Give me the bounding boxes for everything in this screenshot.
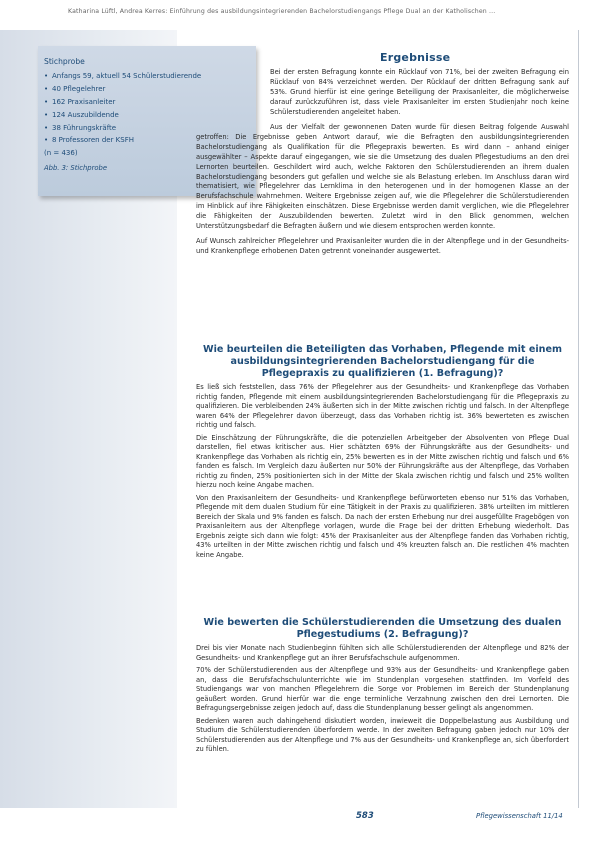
bullet-icon: •: [44, 71, 49, 80]
list-item: • 40 Pflegelehrer: [44, 83, 250, 96]
section-heading: Wie beurteilen die Beteiligten das Vorhaben, Pflegende mit einem ausbildungsintegrierenden Bachelorstudiengang für die Pflegepraxis zu qualifizieren (1. Befragung)?: [203, 344, 562, 379]
paragraph: Bedenken waren auch dahingehend diskutiert worden, inwieweit die Doppelbelastung aus Ausbildung und Studium die Schülerstudierenden überfordern werde. In der zweiten Befragung gaben jedoch nur 10% der Schülerstudierenden aus der Altenpflege und 7% aus der Gesundheits- und Krankenpflege an, sich überfordert zu fühlen.: [196, 716, 569, 753]
paragraph: Drei bis vier Monate nach Studienbeginn fühlten sich alle Schülerstudierenden der Altenpflege und 82% der Gesundheits- und Krankenpflege gut an ihrer Berufsfachschule aufgenommen.: [196, 644, 569, 662]
paragraph: Es ließ sich feststellen, dass 76% der Pflegelehrer aus der Gesundheits- und Krankenpflege das Vorhaben richtig fanden, Pflegende mit einem ausbildungsintegrierenden Bachelorstudiengang für die Pflegepraxis zu qualifizieren. Die verbleibenden 24% äußerten sich in der Mitte zwischen richtig und falsch. In der Altenpflege waren 64% der Pflegelehrer davon überzeugt, dass das Vorhaben richtig ist. 36% bewerteten es zwischen richtig und falsch.: [196, 383, 569, 429]
paragraph: Auf Wunsch zahlreicher Pflegelehrer und Praxisanleiter wurden die in der Altenpflege und in der Gesundheits- und Krankenpflege erhobenen Daten getrennt voneinander ausgewertet.: [196, 237, 569, 256]
list-item: • 38 Führungskräfte: [44, 122, 250, 135]
list-item: • 162 Praxisanleiter: [44, 96, 250, 109]
list-item: • 8 Professoren der KSFH: [44, 134, 250, 147]
journal-name: Pflegewissenschaft 11/14: [476, 812, 563, 820]
bullet-icon: •: [44, 110, 49, 119]
page-number: 583: [356, 811, 374, 821]
section-title: Ergebnisse: [380, 51, 451, 64]
list-item: • 124 Auszubildende: [44, 109, 250, 122]
intro-text: [196, 68, 569, 262]
section-heading: Wie bewerten die Schülerstudierenden die Umsetzung des dualen Pflegestudiums (2. Befragung)?: [203, 617, 562, 640]
list-item: • Anfangs 59, aktuell 54 Schülerstudierende: [44, 70, 250, 83]
paragraph: Aus der Vielfalt der gewonnenen Daten wurde für diesen Beitrag folgende Auswahl getroffen: Die Ergebnisse geben Antwort darauf, wie die Befragten den ausbildungsintegrierenden Bachelorstudiengang als Qualifikation für die Pflegepraxis bewerten. Es wird dann – anhand einiger ausgewählter – Aspekte darauf eingegangen, wie sie die Umsetzung des dualen Pflegestudiums an den drei Lernorten beurteilen. Geschildert wird auch, welche Faktoren den Schülerstudierenden an ihrem dualen Bachelorstudiengang besonders gut gefallen und welche sie als Belastung erleben. Im Anschluss daran wird thematisiert, wie Pflegelehrer das Lernklima in den heterogenen und in der homogenen Klasse an der Berufsfachschule wahrnehmen. Weitere Ergebnisse zeigen auf, wie die Pflegelehrer die Schülerstudierenden im Hinblick auf ihre Fähigkeiten einschätzen. Diese Ergebnisse werden damit verglichen, wie die Pflegelehrer die Fähigkeiten der Auszubildenden bewerten. Zuletzt wird in den Blick genommen, welchen Unterstützungsbedarf die Befragten äußern und wie diesem entsprochen werden konnte.: [196, 122, 569, 231]
running-header: Katharina Lüftl, Andrea Kerres: Einführung des ausbildungsintegrierenden Bachelorstudiengangs Pflege Dual an der Katholischen ...: [68, 8, 496, 15]
sample-box-title: Stichprobe: [44, 57, 85, 66]
bullet-icon: •: [44, 136, 49, 145]
section-2: [196, 617, 569, 758]
bullet-icon: •: [44, 123, 49, 132]
right-margin-rule: [578, 30, 579, 808]
paragraph: Von den Praxisanleitern der Gesundheits- und Krankenpflege befürworteten ebenso nur 51% das Vorhaben, Pflegende mit dem dualen Studium für eine Tätigkeit in der Praxis zu qualifizieren. 38% urteilten im mittleren Bereich der Skala und 9% fanden es falsch. Da nach der ersten Erhebung nur drei ausgefüllte Fragebögen von Praxisanleitern aus der Altenpflege vorlagen, wurde die Frage bei der dritten Erhebung wiederholt. Das Ergebnis zeigte sich dann wie folgt: 45% der Praxisanleiter aus der Altenpflege fanden das Vorhaben richtig, 43% urteilten in der Mitte zwischen richtig und falsch und 4% kreuzten falsch an. Die restlichen 4% machten keine Angabe.: [196, 493, 569, 559]
section-1: [196, 344, 569, 563]
paragraph: 70% der Schülerstudierenden aus der Altenpflege und 93% aus der Gesundheits- und Krankenpflege gaben an, dass die Berufsfachschulunterrichte wie im Stundenplan vorgesehen stattfinden. Im Vorfeld des Studiengangs war von manchen Pflegelehrern die Sorge vor Problemen im Bereich der Stundenplanung geäußert worden. Grund hierfür war die enge terminliche Verzahnung zwischen den drei Lernorten. Die Befragungsergebnisse zeigen jedoch auf, dass die Stundenplanung besser gelingt als angenommen.: [196, 666, 569, 712]
bullet-icon: •: [44, 97, 49, 106]
sample-total: (n = 436): [44, 149, 78, 158]
paragraph: Bei der ersten Befragung konnte ein Rücklauf von 71%, bei der zweiten Befragung ein Rücklauf von 84% verzeichnet werden. Der Rücklauf der dritten Befragung sank auf 53%. Grund hierfür ist eine geringe Beteiligung der Praxisanleiter, die möglicherweise darauf zurückzuführen ist, dass viele Praxisanleiter im ersten Studienjahr noch keine Schülerstudierenden angeleitet haben.: [270, 68, 569, 116]
bullet-icon: •: [44, 84, 49, 93]
paragraph: Die Einschätzung der Führungskräfte, die die potenziellen Arbeitgeber der Absolventen von Pflege Dual darstellen, fiel etwas kritischer aus. Hier schätzten 69% der Führungskräfte aus der Gesundheits- und Krankenpflege das Vorhaben als richtig ein, 25% bewerten es in der Mitte zwischen richtig und falsch und 6% fanden es falsch. Im Vergleich dazu äußerten nur 50% der Führungskräfte aus der Altenpflege, das Vorhaben richtig zu finden, 25% positionierten sich in der Mitte der Skala zwischen richtig und falsch und 25% wollten hierzu noch keine Angabe machen.: [196, 433, 569, 489]
figure-caption: Abb. 3: Stichprobe: [44, 164, 108, 173]
